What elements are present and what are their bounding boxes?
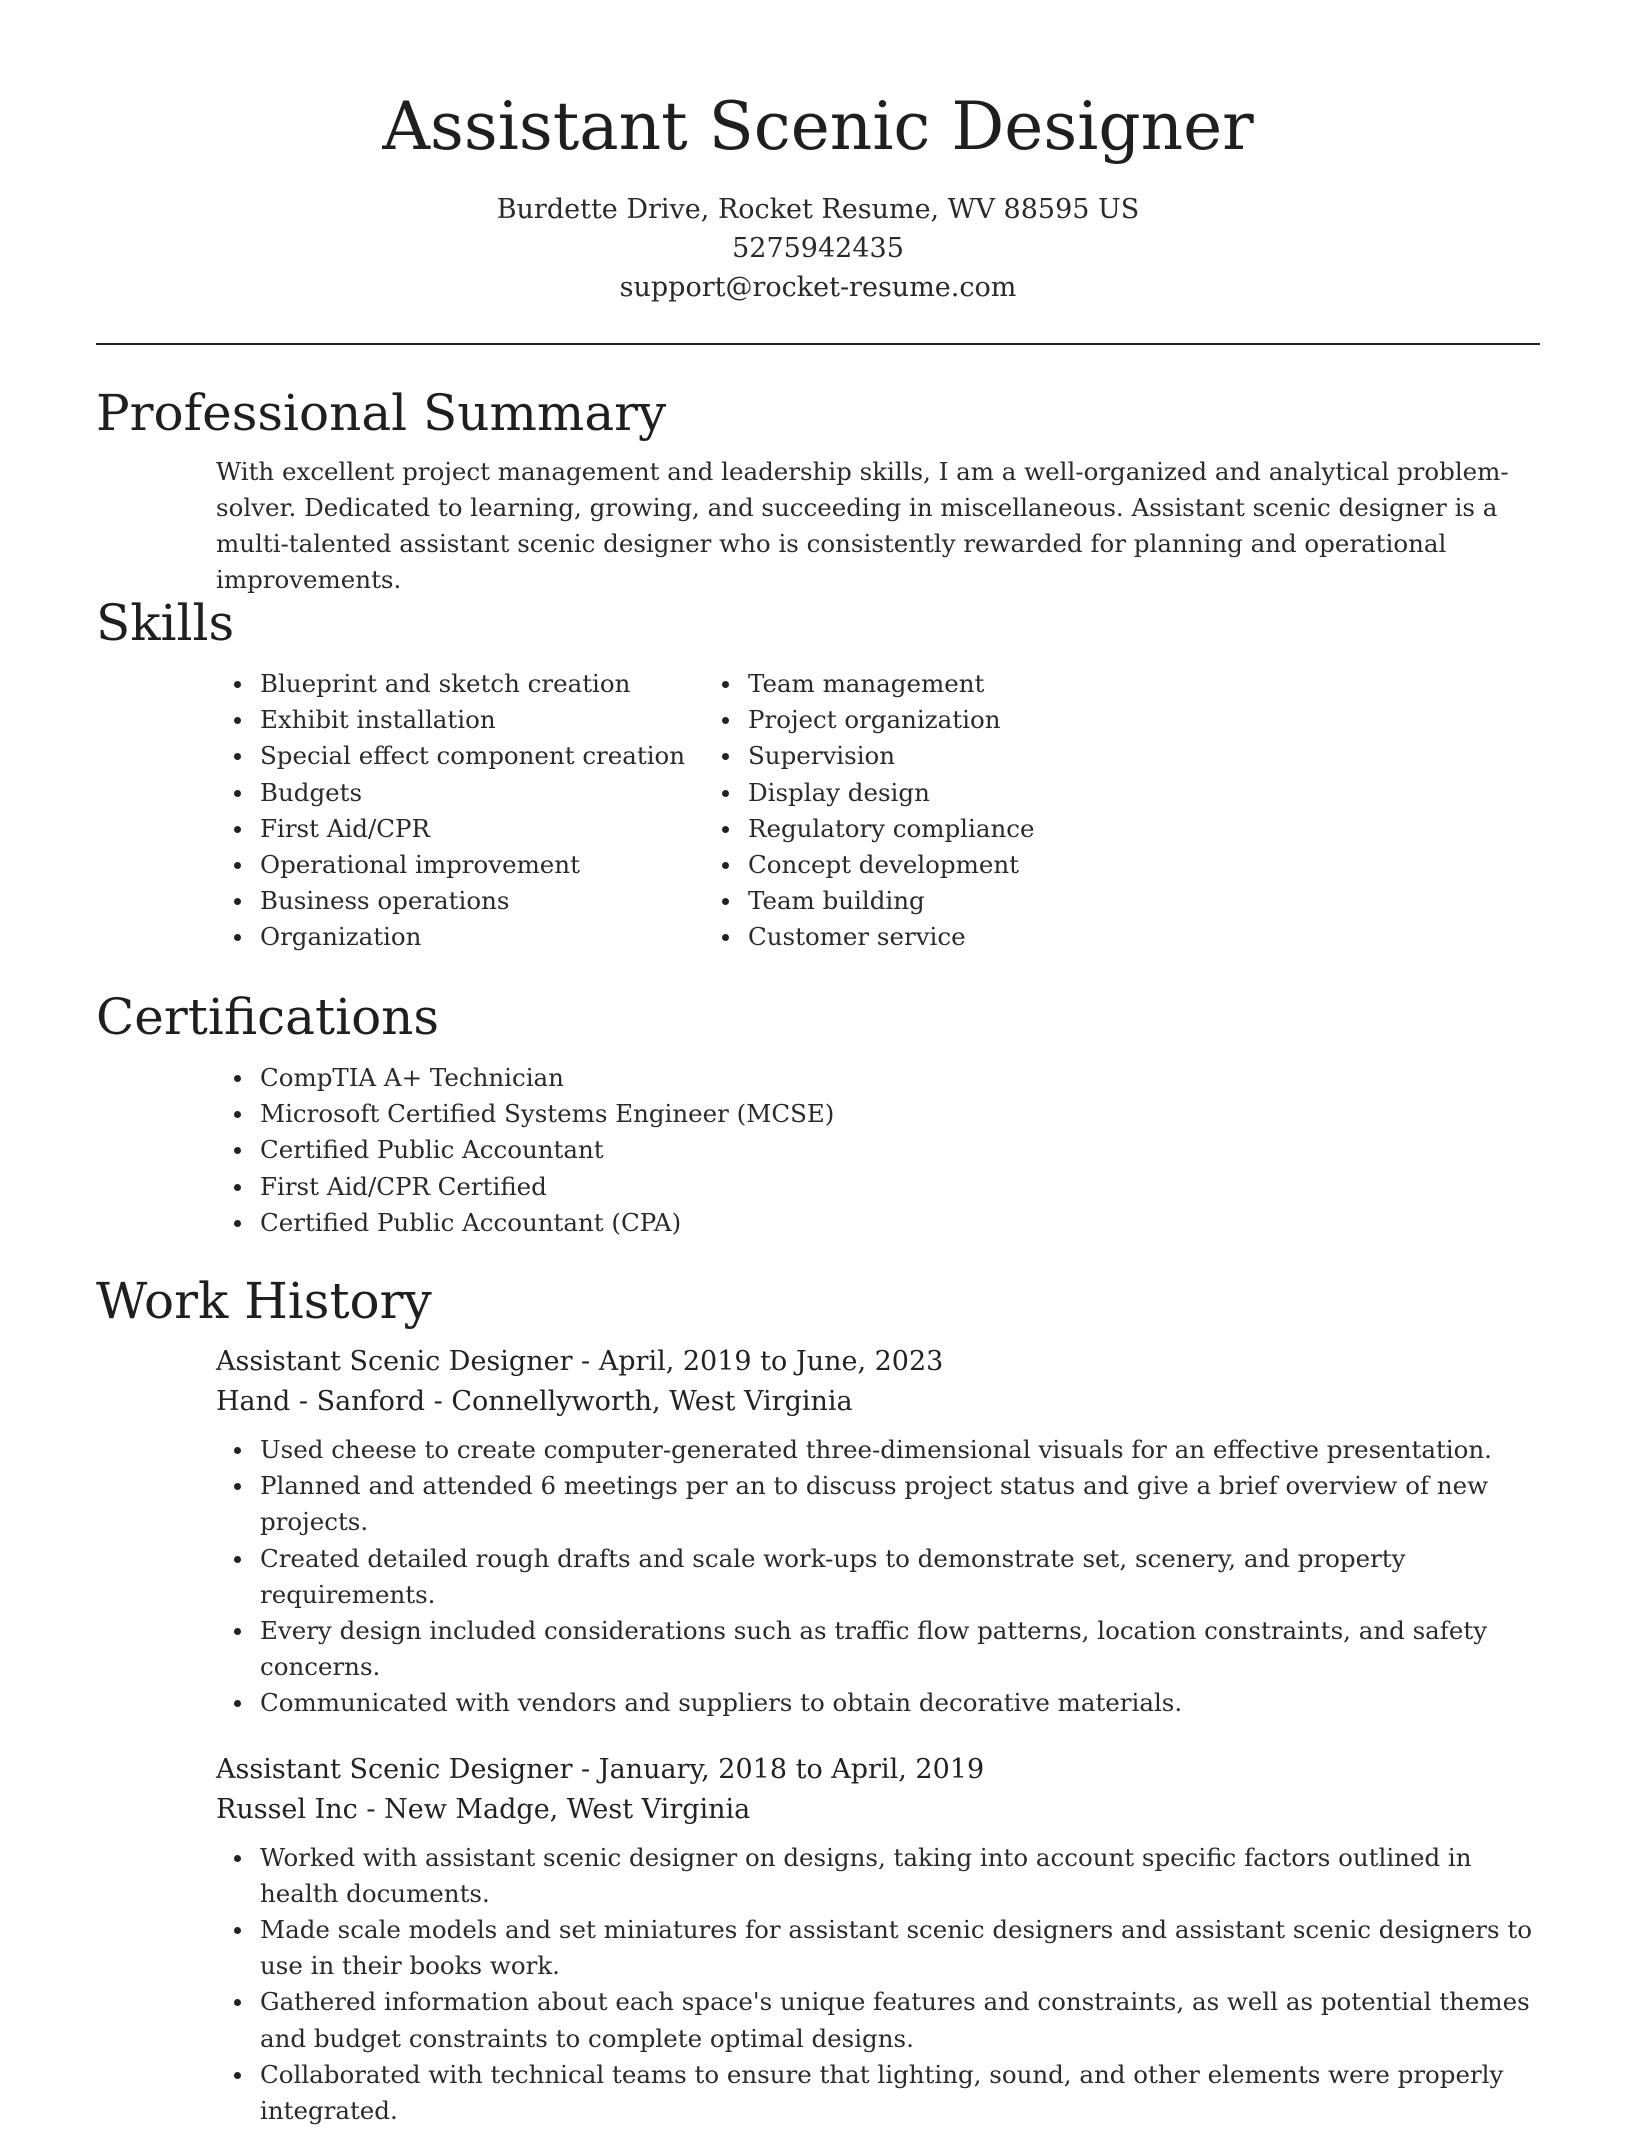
summary-heading: Professional Summary — [96, 384, 667, 442]
job-bullets — [216, 1432, 1540, 1722]
job-title-line: Assistant Scenic Designer - January, 2018 to April, 2019 — [216, 1753, 985, 1785]
skill-item: Budgets — [260, 775, 748, 811]
skill-item: Concept development — [748, 847, 1398, 883]
job-bullet: Communicated with vendors and suppliers to obtain decorative materials. — [260, 1685, 1540, 1721]
summary-text: With excellent project management and leadership skills, I am a well-organized and analytical problem-solver. Dedicated to learning, growing, and succeeding in miscellaneous. Assistant scenic designer is a multi-talented assistant scenic designer who is consistently rewarded for planning and operational improvements. — [216, 457, 1509, 594]
resume-header — [96, 0, 1540, 345]
certification-item: Microsoft Certified Systems Engineer (MCSE) — [260, 1096, 1540, 1132]
job-bullet: Used cheese to create computer-generated three-dimensional visuals for an effective presentation. — [260, 1432, 1540, 1468]
certification-item: CompTIA A+ Technician — [260, 1060, 1540, 1096]
skills-list-left — [96, 666, 748, 956]
contact-address: Burdette Drive, Rocket Resume, WV 88595 US — [496, 194, 1140, 225]
job-bullet: Planned and attended 6 meetings per an to discuss project status and give a brief overview of new projects. — [260, 1468, 1540, 1540]
skill-item: Blueprint and sketch creation — [260, 666, 748, 702]
skill-item: Operational improvement — [260, 847, 748, 883]
job-bullet: Gathered information about each space's unique features and constraints, as well as potential themes and budget constraints to complete optimal designs. — [260, 1984, 1540, 2056]
skills-column-left — [96, 666, 748, 956]
skills-columns — [96, 666, 1540, 956]
job-entry — [216, 1342, 1540, 1722]
certifications-section — [96, 982, 1540, 1241]
job-bullet: Created detailed rough drafts and scale work-ups to demonstrate set, scenery, and property requirements. — [260, 1541, 1540, 1613]
skills-section — [96, 588, 1540, 956]
skill-item: Team building — [748, 883, 1398, 919]
skills-list-right — [748, 666, 1398, 956]
skill-item: Exhibit installation — [260, 702, 748, 738]
certification-item: First Aid/CPR Certified — [260, 1169, 1540, 1205]
skill-item: Business operations — [260, 883, 748, 919]
job-company-line: Hand - Sanford - Connellyworth, West Virginia — [216, 1386, 853, 1417]
skills-column-right — [748, 666, 1398, 956]
contact-email: support@rocket-resume.com — [619, 272, 1017, 303]
skill-item: Special effect component creation — [260, 738, 748, 774]
skill-item: Display design — [748, 775, 1398, 811]
job-company-line: Russel Inc - New Madge, West Virginia — [216, 1793, 751, 1825]
job-title-line: Assistant Scenic Designer - April, 2019 to June, 2023 — [216, 1346, 944, 1377]
job-bullet: Every design included considerations such as traffic flow patterns, location constraints, and safety concerns. — [260, 1613, 1540, 1685]
job-bullet: Collaborated with technical teams to ensure that lighting, sound, and other elements were properly integrated. — [260, 2057, 1540, 2129]
certifications-heading: Certifications — [96, 988, 440, 1046]
job-entry — [216, 1750, 1540, 2129]
job-bullet: Made scale models and set miniatures for assistant scenic designers and assistant scenic designers to use in their books work. — [260, 1912, 1540, 1984]
skill-item: Organization — [260, 919, 748, 955]
skill-item: Team management — [748, 666, 1398, 702]
skill-item: Regulatory compliance — [748, 811, 1398, 847]
summary-section — [96, 378, 1540, 598]
resume-name: Assistant Scenic Designer — [382, 88, 1254, 165]
skill-item: First Aid/CPR — [260, 811, 748, 847]
contact-phone: 5275942435 — [732, 233, 904, 264]
job-bullets — [216, 1840, 1540, 2129]
certification-item: Certified Public Accountant — [260, 1132, 1540, 1168]
job-bullet: Worked with assistant scenic designer on designs, taking into account specific factors outlined in health documents. — [260, 1840, 1540, 1912]
contact-block — [96, 190, 1540, 307]
skills-heading: Skills — [96, 594, 235, 652]
certifications-list — [96, 1060, 1540, 1241]
work-history-heading: Work History — [96, 1272, 432, 1330]
skill-item: Supervision — [748, 738, 1398, 774]
header-divider — [96, 343, 1540, 345]
certification-item: Certified Public Accountant (CPA) — [260, 1205, 1540, 1241]
skill-item: Project organization — [748, 702, 1398, 738]
skill-item: Customer service — [748, 919, 1398, 955]
resume-page — [96, 0, 1540, 2126]
work-history-section — [96, 1266, 1540, 2129]
